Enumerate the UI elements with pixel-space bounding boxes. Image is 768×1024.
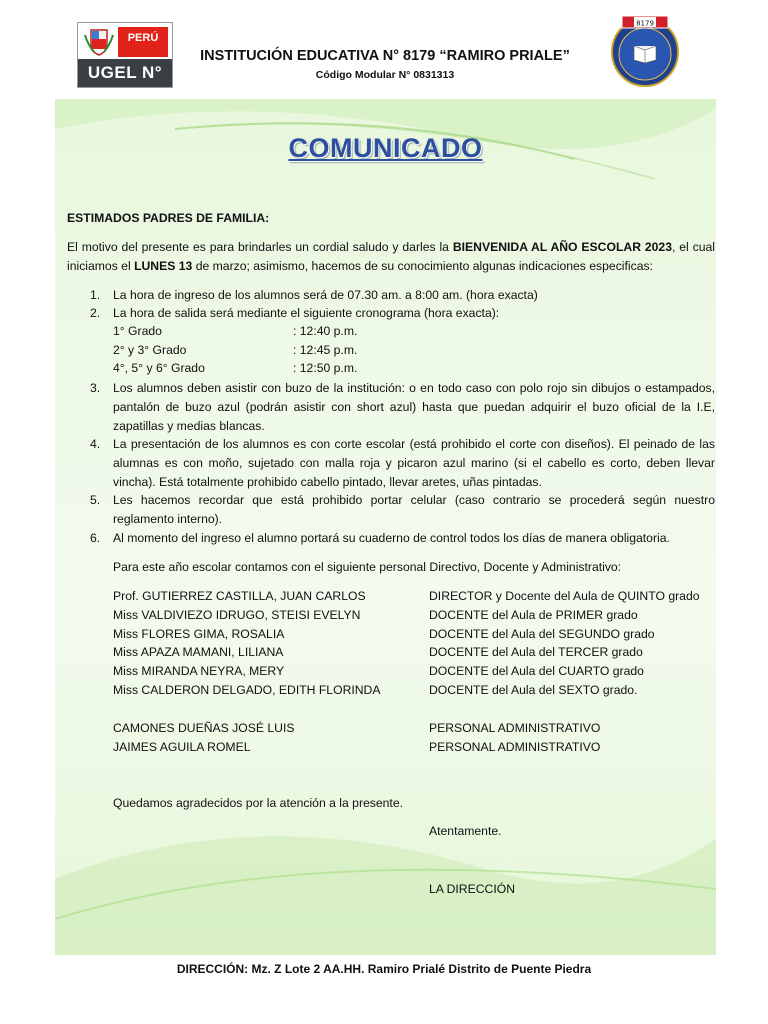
letter-panel: [55, 99, 716, 955]
ugel-label: UGEL N°: [78, 59, 172, 87]
item-1: La hora de ingreso de los alumnos será de 07.30 am. a 8:00 am. (hora exacta): [113, 288, 538, 302]
crest-number: 8179: [636, 19, 654, 28]
schedule-grade: 4°, 5° y 6° Grado: [113, 361, 205, 375]
staff-name: Miss MIRANDA NEYRA, MERY: [113, 664, 285, 678]
schedule-time: : 12:45 p.m.: [293, 343, 358, 357]
schedule-time: : 12:50 p.m.: [293, 361, 358, 375]
item-number-6: 6.: [90, 531, 101, 545]
item-5: Les hacemos recordar que está prohibido portar celular (caso contrario se procederá según nuestro reglamento interno).: [113, 493, 715, 526]
admin-role: PERSONAL ADMINISTRATIVO: [429, 740, 601, 754]
item-3: Los alumnos deben asistir con buzo de la institución: o en todo caso con polo rojo sin dibujos o estampados, pantalón de buzo azul (podrán asistir con short azul) hasta que puedan adquirir el buzo oficial de la I.E, zapatillas y medias blancas.: [113, 381, 715, 433]
item-4: La presentación de los alumnos es con corte escolar (está prohibido el corte con diseños). El peinado de las alumnas es con moño, sujetado con malla roja y picaron azul marino (si el cabello es corto, deben llevar vincha). Está totalmente prohibido cabello pintado, llevar aretes, uñas pintadas.: [113, 437, 715, 489]
greeting: ESTIMADOS PADRES DE FAMILIA:: [67, 211, 270, 225]
regards-text: Atentamente.: [429, 824, 502, 838]
staff-role: DOCENTE del Aula del SEXTO grado.: [429, 683, 638, 697]
letter-content: [55, 99, 716, 955]
staff-name: Prof. GUTIERREZ CASTILLA, JUAN CARLOS: [113, 589, 366, 603]
schedule-grade: 1° Grado: [113, 324, 162, 338]
staff-name: Miss APAZA MAMANI, LILIANA: [113, 645, 284, 659]
admin-name: JAIMES AGUILA ROMEL: [113, 740, 251, 754]
staff-role: DOCENTE del Aula del CUARTO grado: [429, 664, 644, 678]
staff-name: Miss VALDIVIEZO IDRUGO, STEISI EVELYN: [113, 608, 361, 622]
item-number-5: 5.: [90, 493, 101, 507]
admin-name: CAMONES DUEÑAS JOSÉ LUIS: [113, 721, 295, 735]
institution-code: Código Modular N° 0831313: [315, 69, 455, 81]
staff-name: Miss CALDERON DELGADO, EDITH FLORINDA: [113, 683, 381, 697]
closing-text: Quedamos agradecidos por la atención a la presente.: [113, 796, 403, 810]
peru-label: PERÚ: [118, 27, 168, 57]
item-6: Al momento del ingreso el alumno portará su cuaderno de control todos los días de manera obligatoria.: [113, 531, 670, 545]
intro-paragraph: El motivo del presente es para brindarles un cordial saludo y darles la BIENVENIDA AL AÑO ESCOLAR 2023, el cual iniciamos el LUNES 13 de marzo; asimismo, hacemos de su conocimiento algunas indicaciones especificas:: [67, 240, 715, 273]
institution-name: INSTITUCIÓN EDUCATIVA N° 8179 “RAMIRO PRIALE”: [200, 48, 570, 64]
peru-shield-icon: [82, 27, 116, 57]
item-2: La hora de salida será mediante el siguiente cronograma (hora exacta):: [113, 306, 500, 320]
staff-role: DOCENTE del Aula del TERCER grado: [429, 645, 643, 659]
staff-role: DOCENTE del Aula de PRIMER grado: [429, 608, 638, 622]
admin-role: PERSONAL ADMINISTRATIVO: [429, 721, 601, 735]
staff-role: DIRECTOR y Docente del Aula de QUINTO grado: [429, 589, 700, 603]
item-number-1: 1.: [90, 288, 101, 302]
school-crest-icon: [610, 12, 680, 88]
staff-intro: Para este año escolar contamos con el siguiente personal Directivo, Docente y Administrativo:: [113, 560, 622, 574]
document-title: COMUNICADO: [288, 133, 483, 163]
schedule-time: : 12:40 p.m.: [293, 324, 358, 338]
schedule-grade: 2° y 3° Grado: [113, 343, 187, 357]
item-number-3: 3.: [90, 381, 101, 395]
item-number-2: 2.: [90, 306, 101, 320]
staff-role: DOCENTE del Aula del SEGUNDO grado: [429, 627, 655, 641]
staff-name: Miss FLORES GIMA, ROSALIA: [113, 627, 285, 641]
signature: LA DIRECCIÓN: [429, 882, 516, 896]
page-header: [0, 0, 768, 100]
item-number-4: 4.: [90, 437, 101, 451]
footer-address: DIRECCIÓN: Mz. Z Lote 2 AA.HH. Ramiro Prialé Distrito de Puente Piedra: [176, 962, 592, 976]
